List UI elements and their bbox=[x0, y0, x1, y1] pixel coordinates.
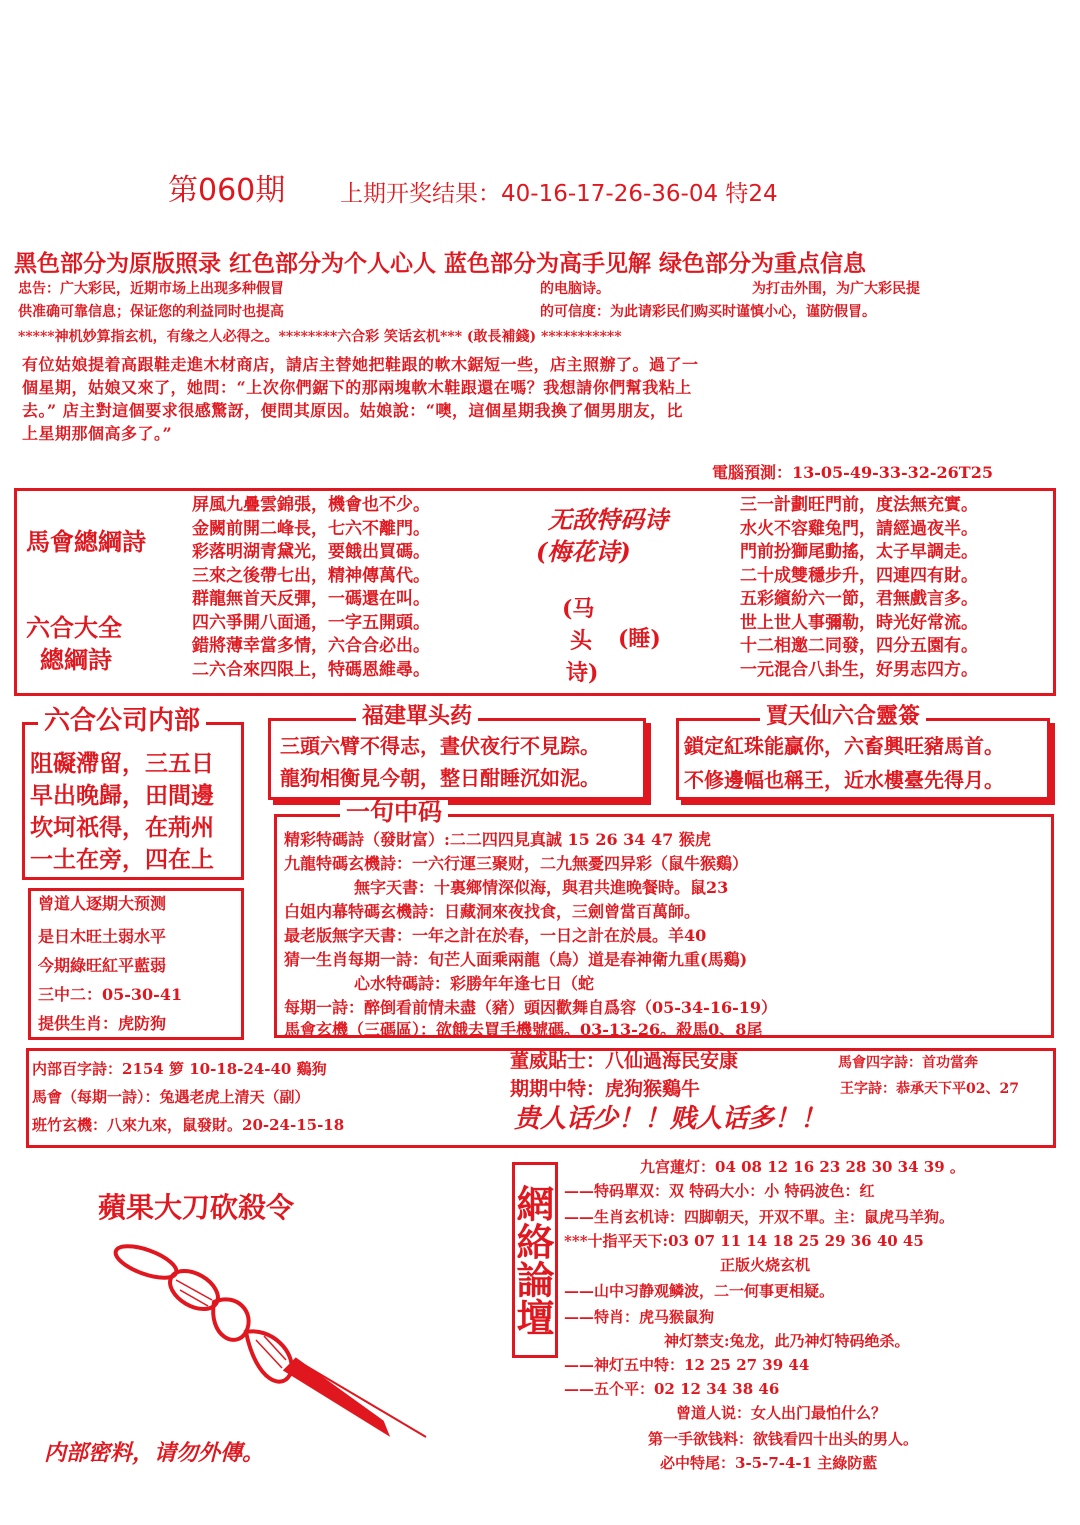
zengdao-line: 是日木旺土弱水平 bbox=[38, 927, 167, 946]
bottom-left-3: 班竹玄機：八來九來，鼠發財。20-24-15-18 bbox=[32, 1116, 345, 1134]
yiju-line: 無字天書：十裏鄉情深似海，與君共進晚餐時。鼠23 bbox=[354, 878, 729, 897]
poem-right-line: 五彩繽紛六一節，君無戲言多。 bbox=[740, 589, 978, 609]
forum-line: ——山中习静观鳞波，二一何事更相疑。 bbox=[564, 1282, 835, 1300]
company-line: 一土在旁，四在上 bbox=[30, 846, 214, 873]
computer-prediction: 電腦預測：13-05-49-33-32-26T25 bbox=[712, 463, 993, 482]
last-result: 上期开奖结果：40-16-17-26-36-04 特24 bbox=[340, 181, 778, 207]
joke-line-3: 去。” 店主對這個要求很感驚訝，便問其原因。姑娘說：“噢，這個星期我換了個男朋友，比 bbox=[22, 401, 683, 420]
mid-subtitle: (梅花诗) bbox=[536, 537, 631, 566]
company-line: 坎坷祇得，在荊州 bbox=[30, 814, 214, 841]
poem-right-line: 水火不容雞兔門，請經過夜半。 bbox=[740, 518, 978, 539]
poem-left-line: 三來之後帶七出，精神傳萬代。 bbox=[192, 565, 430, 586]
notice-left-2: 供准确可靠信息；保证您的利益同时也提高 bbox=[18, 304, 284, 320]
poem-label-liuhe-2: 總綱詩 bbox=[40, 645, 112, 674]
forum-vertical-title: 網絡論壇 bbox=[512, 1162, 558, 1358]
yiju-box-title: 一句中码 bbox=[340, 800, 448, 824]
joke-header: *****神机妙算指玄机，有缘之人必得之。********六合彩 笑话玄机*** (敢長補錢) *********** bbox=[18, 329, 622, 345]
poem-label-horse: 馬會總綱詩 bbox=[26, 527, 146, 556]
yiju-line: 九龍特碼玄機詩：一六行運三聚财，二九無憂四异彩（鼠牛猴鷄） bbox=[284, 854, 749, 873]
poem-left-lines bbox=[192, 494, 430, 682]
joke-line-2: 個星期，姑娘又來了，她問：“上次你們鋸下的那兩塊軟木鞋跟還在嗎？我想請你們幫我粘上 bbox=[22, 378, 692, 397]
zengdao-lines bbox=[38, 922, 182, 1038]
poem-left-line: 二六合來四限上，特碼恩維尋。 bbox=[192, 659, 430, 680]
mid-sub-1: (马 bbox=[562, 596, 595, 622]
forum-line: ——特码單双：双 特码大小：小 特码波色：红 bbox=[564, 1182, 875, 1200]
sword-blade bbox=[286, 1360, 386, 1432]
fujian-line-2: 龍狗相衡見今朝，整日酣睡沉如泥。 bbox=[280, 766, 600, 790]
yiju-line: 最老版無字天書：一年之計在於春，一日之計在於晨。羊40 bbox=[284, 926, 707, 945]
immortal-line-1: 鎖定紅珠能贏你，六畜興旺豬馬首。 bbox=[684, 734, 1004, 758]
notice-right-1: 的电脑诗。 bbox=[540, 281, 610, 297]
bottom-right-4: 王字詩：恭承天下平02、27 bbox=[840, 1081, 1019, 1097]
notice-left-1: 忠告：广大彩民，近期市场上出现多种假冒 bbox=[18, 281, 284, 297]
color-legend-line: 黑色部分为原版照录 红色部分为个人心人 蓝色部分为高手见解 绿色部分为重点信息 bbox=[14, 250, 867, 277]
forum-line: 正版火烧玄机 bbox=[720, 1256, 811, 1274]
poem-right-line: 十二相邀二同發，四分五園有。 bbox=[740, 636, 978, 656]
forum-line: ——神灯五中特：12 25 27 39 44 bbox=[564, 1356, 810, 1374]
issue-number: 第060期 bbox=[168, 173, 286, 208]
sword-blade-edge bbox=[296, 1360, 426, 1437]
poem-left-line: 四六爭開八面通，一字五開頭。 bbox=[192, 612, 430, 633]
poem-label-liuhe: 六合大全 bbox=[26, 613, 122, 642]
yiju-line: 馬會玄機（三碼區）：欲餓去買手機號碼。03-13-26。殺馬0、8尾 bbox=[284, 1020, 763, 1039]
bottom-right-2: 馬會四字詩：首功當奔 bbox=[838, 1055, 978, 1071]
joke-line-1: 有位姑娘提着高跟鞋走進木材商店，請店主替她把鞋跟的軟木鋸短一些，店主照辦了。過了一 bbox=[22, 355, 699, 374]
poem-right-line: 世上世人事彌勒，時光好常流。 bbox=[740, 612, 978, 633]
company-box-title: 六合公司内部 bbox=[38, 708, 206, 734]
yiju-line: 心水特碼詩：彩勝年年逢七日（蛇 bbox=[354, 974, 595, 993]
forum-line: 第一手欲钱料：欲钱看四十出头的男人。 bbox=[648, 1430, 919, 1448]
bottom-right-3: 期期中特：虎狗猴鷄牛 bbox=[510, 1078, 701, 1100]
zengdao-line: 提供生肖：虎防狗 bbox=[38, 1014, 167, 1033]
yiju-line: 白姐内幕特碼玄機詩：日藏洞來夜找食，三劍曾當百萬師。 bbox=[284, 902, 701, 921]
immortal-line-2: 不修邊幅也稱王，近水樓臺先得月。 bbox=[684, 768, 1004, 792]
zengdao-line: 三中二：05-30-41 bbox=[38, 985, 183, 1004]
yiju-line: 精彩特碼詩（發財富）:二二四四見真誠 15 26 34 47 猴虎 bbox=[284, 830, 711, 849]
poem-right-line: 一元混合八卦生，好男志四方。 bbox=[740, 659, 978, 680]
poem-right-line: 三一計劃旺門前，度法無充實。 bbox=[740, 495, 978, 515]
apple-footer: 内部密料，请勿外傳。 bbox=[44, 1440, 265, 1466]
bottom-right-1: 董威貼士：八仙過海民安康 bbox=[510, 1050, 739, 1072]
mid-sub-3: (睡) bbox=[618, 626, 661, 652]
poem-left-line: 彩落明湖青黛光，要餓出買碼。 bbox=[192, 542, 430, 562]
forum-line: 曾道人说：女人出门最怕什么？ bbox=[676, 1404, 887, 1422]
joke-line-4: 上星期那個高多了。” bbox=[22, 424, 173, 443]
company-line: 阻礙滯留，三五日 bbox=[30, 750, 214, 777]
zengdao-title: 曾道人逐期大预测 bbox=[38, 894, 167, 913]
mid-sub-2: 头 bbox=[570, 628, 593, 654]
forum-line: ——特肖：虎马猴鼠狗 bbox=[564, 1308, 715, 1326]
forum-line: ——五个平：02 12 34 38 46 bbox=[564, 1380, 780, 1398]
poem-right-line: 門前扮獅尾動搖，太子早調走。 bbox=[740, 542, 978, 562]
notice-right-3: 的可信度：为此请彩民们购买时谨慎小心，谨防假冒。 bbox=[540, 304, 876, 320]
sword-hilt bbox=[246, 1331, 292, 1381]
poem-left-line: 金闕前開二峰長，七六不離門。 bbox=[192, 518, 430, 539]
yiju-line: 每期一詩：醉倒看前情未盡（豬）頭因歡舞自爲容（05-34-16-19） bbox=[284, 998, 777, 1017]
company-box-lines bbox=[30, 748, 214, 876]
yiju-line: 猜一生肖每期一詩：旬芒人面乘兩龍（鳥）道是春神衛九重(馬鷄) bbox=[284, 950, 748, 969]
fujian-box-title: 福建單头药 bbox=[356, 705, 478, 727]
forum-line: ——生肖玄机诗：四脚朝天，开双不單。主：鼠虎马羊狗。 bbox=[564, 1208, 955, 1226]
bottom-left-2: 馬會（每期一詩）：兔遇老虎上清天（副） bbox=[32, 1088, 310, 1106]
poem-left-line: 屏風九疊雲錦張，機會也不少。 bbox=[192, 495, 430, 515]
forum-line: 九宫蓮灯：04 08 12 16 23 28 30 34 39 。 bbox=[640, 1158, 965, 1176]
immortal-box-title: 賈天仙六合靈簽 bbox=[760, 705, 926, 727]
mid-sub-4: 诗) bbox=[566, 660, 599, 686]
company-line: 早出晚歸，田間邊 bbox=[30, 782, 214, 809]
sword-illustration bbox=[96, 1232, 436, 1442]
poem-left-line: 群龍無首天反彈，一碼還在叫。 bbox=[192, 589, 430, 609]
fujian-line-1: 三頭六臂不得志，晝伏夜行不見踪。 bbox=[280, 734, 600, 758]
bottom-left-1: 内部百字詩：2154 箩 10-18-24-40 鷄狗 bbox=[32, 1060, 327, 1078]
poem-right-line: 二十成雙穩步升，四連四有財。 bbox=[740, 565, 978, 586]
poem-right-lines bbox=[740, 494, 978, 682]
slogan: 贵人话少！！贱人话多！！ bbox=[514, 1104, 827, 1134]
forum-line: 神灯禁支:兔龙，此乃神灯特码绝杀。 bbox=[664, 1332, 910, 1350]
mid-title: 无敌特码诗 bbox=[548, 505, 668, 534]
forum-line: 必中特尾：3-5-7-4-1 主綠防藍 bbox=[660, 1454, 878, 1472]
zengdao-line: 今期綠旺紅平藍弱 bbox=[38, 956, 167, 975]
apple-title: 蘋果大刀砍殺令 bbox=[98, 1191, 295, 1224]
forum-line: ***十指平天下:03 07 11 14 18 25 29 36 40 45 bbox=[564, 1232, 924, 1250]
notice-right-2: 为打击外围，为广大彩民提 bbox=[752, 281, 920, 297]
poem-left-line: 錯將薄幸當多情，六合合必出。 bbox=[192, 636, 430, 656]
sword-guard bbox=[213, 1299, 248, 1340]
